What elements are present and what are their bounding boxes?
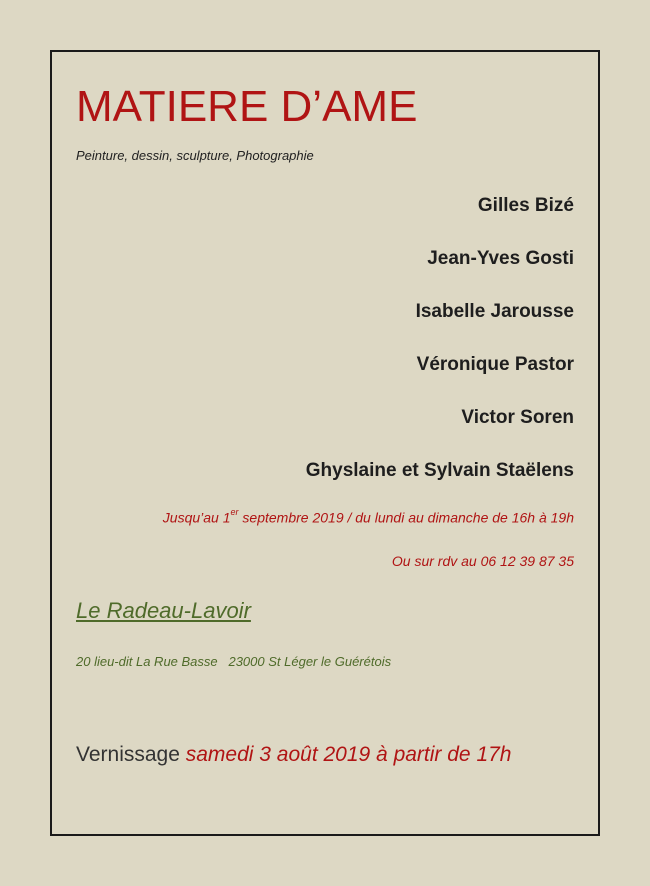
artist-name: Gilles Bizé: [477, 195, 574, 216]
poster-subtitle: Peinture, dessin, sculpture, Photographie: [76, 148, 314, 163]
poster-title: MATIERE D’AME: [76, 82, 418, 131]
opening-line: [76, 743, 511, 767]
artist-name: Victor Soren: [461, 407, 574, 428]
artist-name: Jean-Yves Gosti: [427, 248, 574, 269]
dates-superscript: er: [230, 507, 239, 517]
opening-date: samedi 3 août 2019 à partir de 17h: [185, 743, 512, 766]
artist-name: Isabelle Jarousse: [415, 301, 574, 322]
poster-frame: [50, 50, 600, 836]
artist-name: Véronique Pastor: [416, 354, 574, 375]
dates-suffix: septembre 2019 / du lundi au dimanche de 16h à 19h: [238, 509, 574, 526]
artist-name: Ghyslaine et Sylvain Staëlens: [305, 460, 574, 481]
exhibition-dates: [163, 509, 574, 526]
venue-address: 20 lieu-dit La Rue Basse 23000 St Léger le Guérétois: [76, 654, 392, 669]
dates-prefix: Jusqu’au 1: [162, 509, 231, 526]
artist-list: [54, 194, 574, 512]
venue-link[interactable]: Le Radeau-Lavoir: [76, 598, 251, 623]
opening-label: Vernissage: [76, 743, 186, 766]
appointment-info: Ou sur rdv au 06 12 39 87 35: [391, 553, 574, 569]
